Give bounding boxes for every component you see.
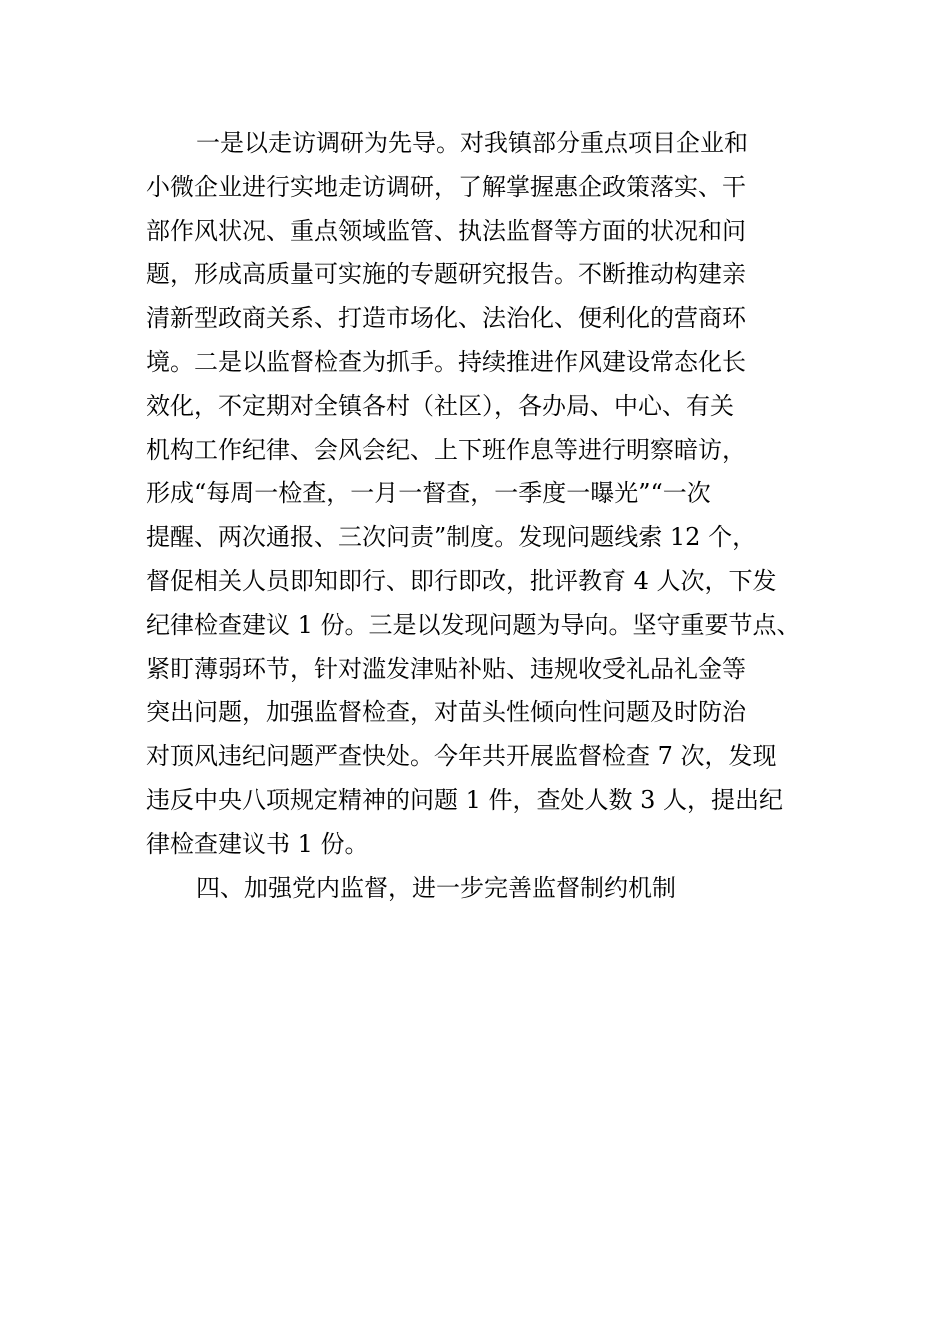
paragraph-line: 一是以走访调研为先导。对我镇部分重点项目企业和 xyxy=(196,129,748,157)
paragraph-line: 部作风状况、重点领域监管、执法监督等方面的状况和问 xyxy=(146,216,746,245)
paragraph-line: 提醒、两次通报、三次问责”制度。发现问题线索 12 个， xyxy=(146,523,757,552)
paragraph-line: 违反中央八项规定精神的问题 1 件，查处人数 3 人，提出纪 xyxy=(146,785,784,814)
paragraph-line: 律检查建议书 1 份。 xyxy=(146,829,369,858)
paragraph-line: 境。二是以监督检查为抓手。持续推进作风建设常态化长 xyxy=(146,347,746,376)
paragraph-line: 督促相关人员即知即行、即行即改，批评教育 4 人次，下发 xyxy=(146,566,777,595)
section-heading: 四、加强党内监督，进一步完善监督制约机制 xyxy=(196,873,676,902)
paragraph-line: 对顶风违纪问题严查快处。今年共开展监督检查 7 次，发现 xyxy=(146,742,777,771)
paragraph-line: 突出问题，加强监督检查，对苗头性倾向性问题及时防治 xyxy=(146,698,746,727)
paragraph-line: 紧盯薄弱环节，针对滥发津贴补贴、违规收受礼品礼金等 xyxy=(146,654,746,683)
body-text xyxy=(146,122,826,910)
paragraph-line: 题，形成高质量可实施的专题研究报告。不断推动构建亲 xyxy=(146,260,746,289)
paragraph-line: 机构工作纪律、会风会纪、上下班作息等进行明察暗访， xyxy=(146,435,746,464)
paragraph-line: 效化，不定期对全镇各村（社区），各办局、中心、有关 xyxy=(146,391,734,420)
paragraph-line: 清新型政商关系、打造市场化、法治化、便利化的营商环 xyxy=(146,304,746,333)
paragraph-line: 纪律检查建议 1 份。三是以发现问题为导向。坚守重要节点、 xyxy=(146,610,801,639)
paragraph-line: 小微企业进行实地走访调研，了解掌握惠企政策落实、干 xyxy=(146,172,746,201)
paragraph-line: 形成“每周一检查，一月一督查，一季度一曝光”“一次 xyxy=(146,479,711,508)
